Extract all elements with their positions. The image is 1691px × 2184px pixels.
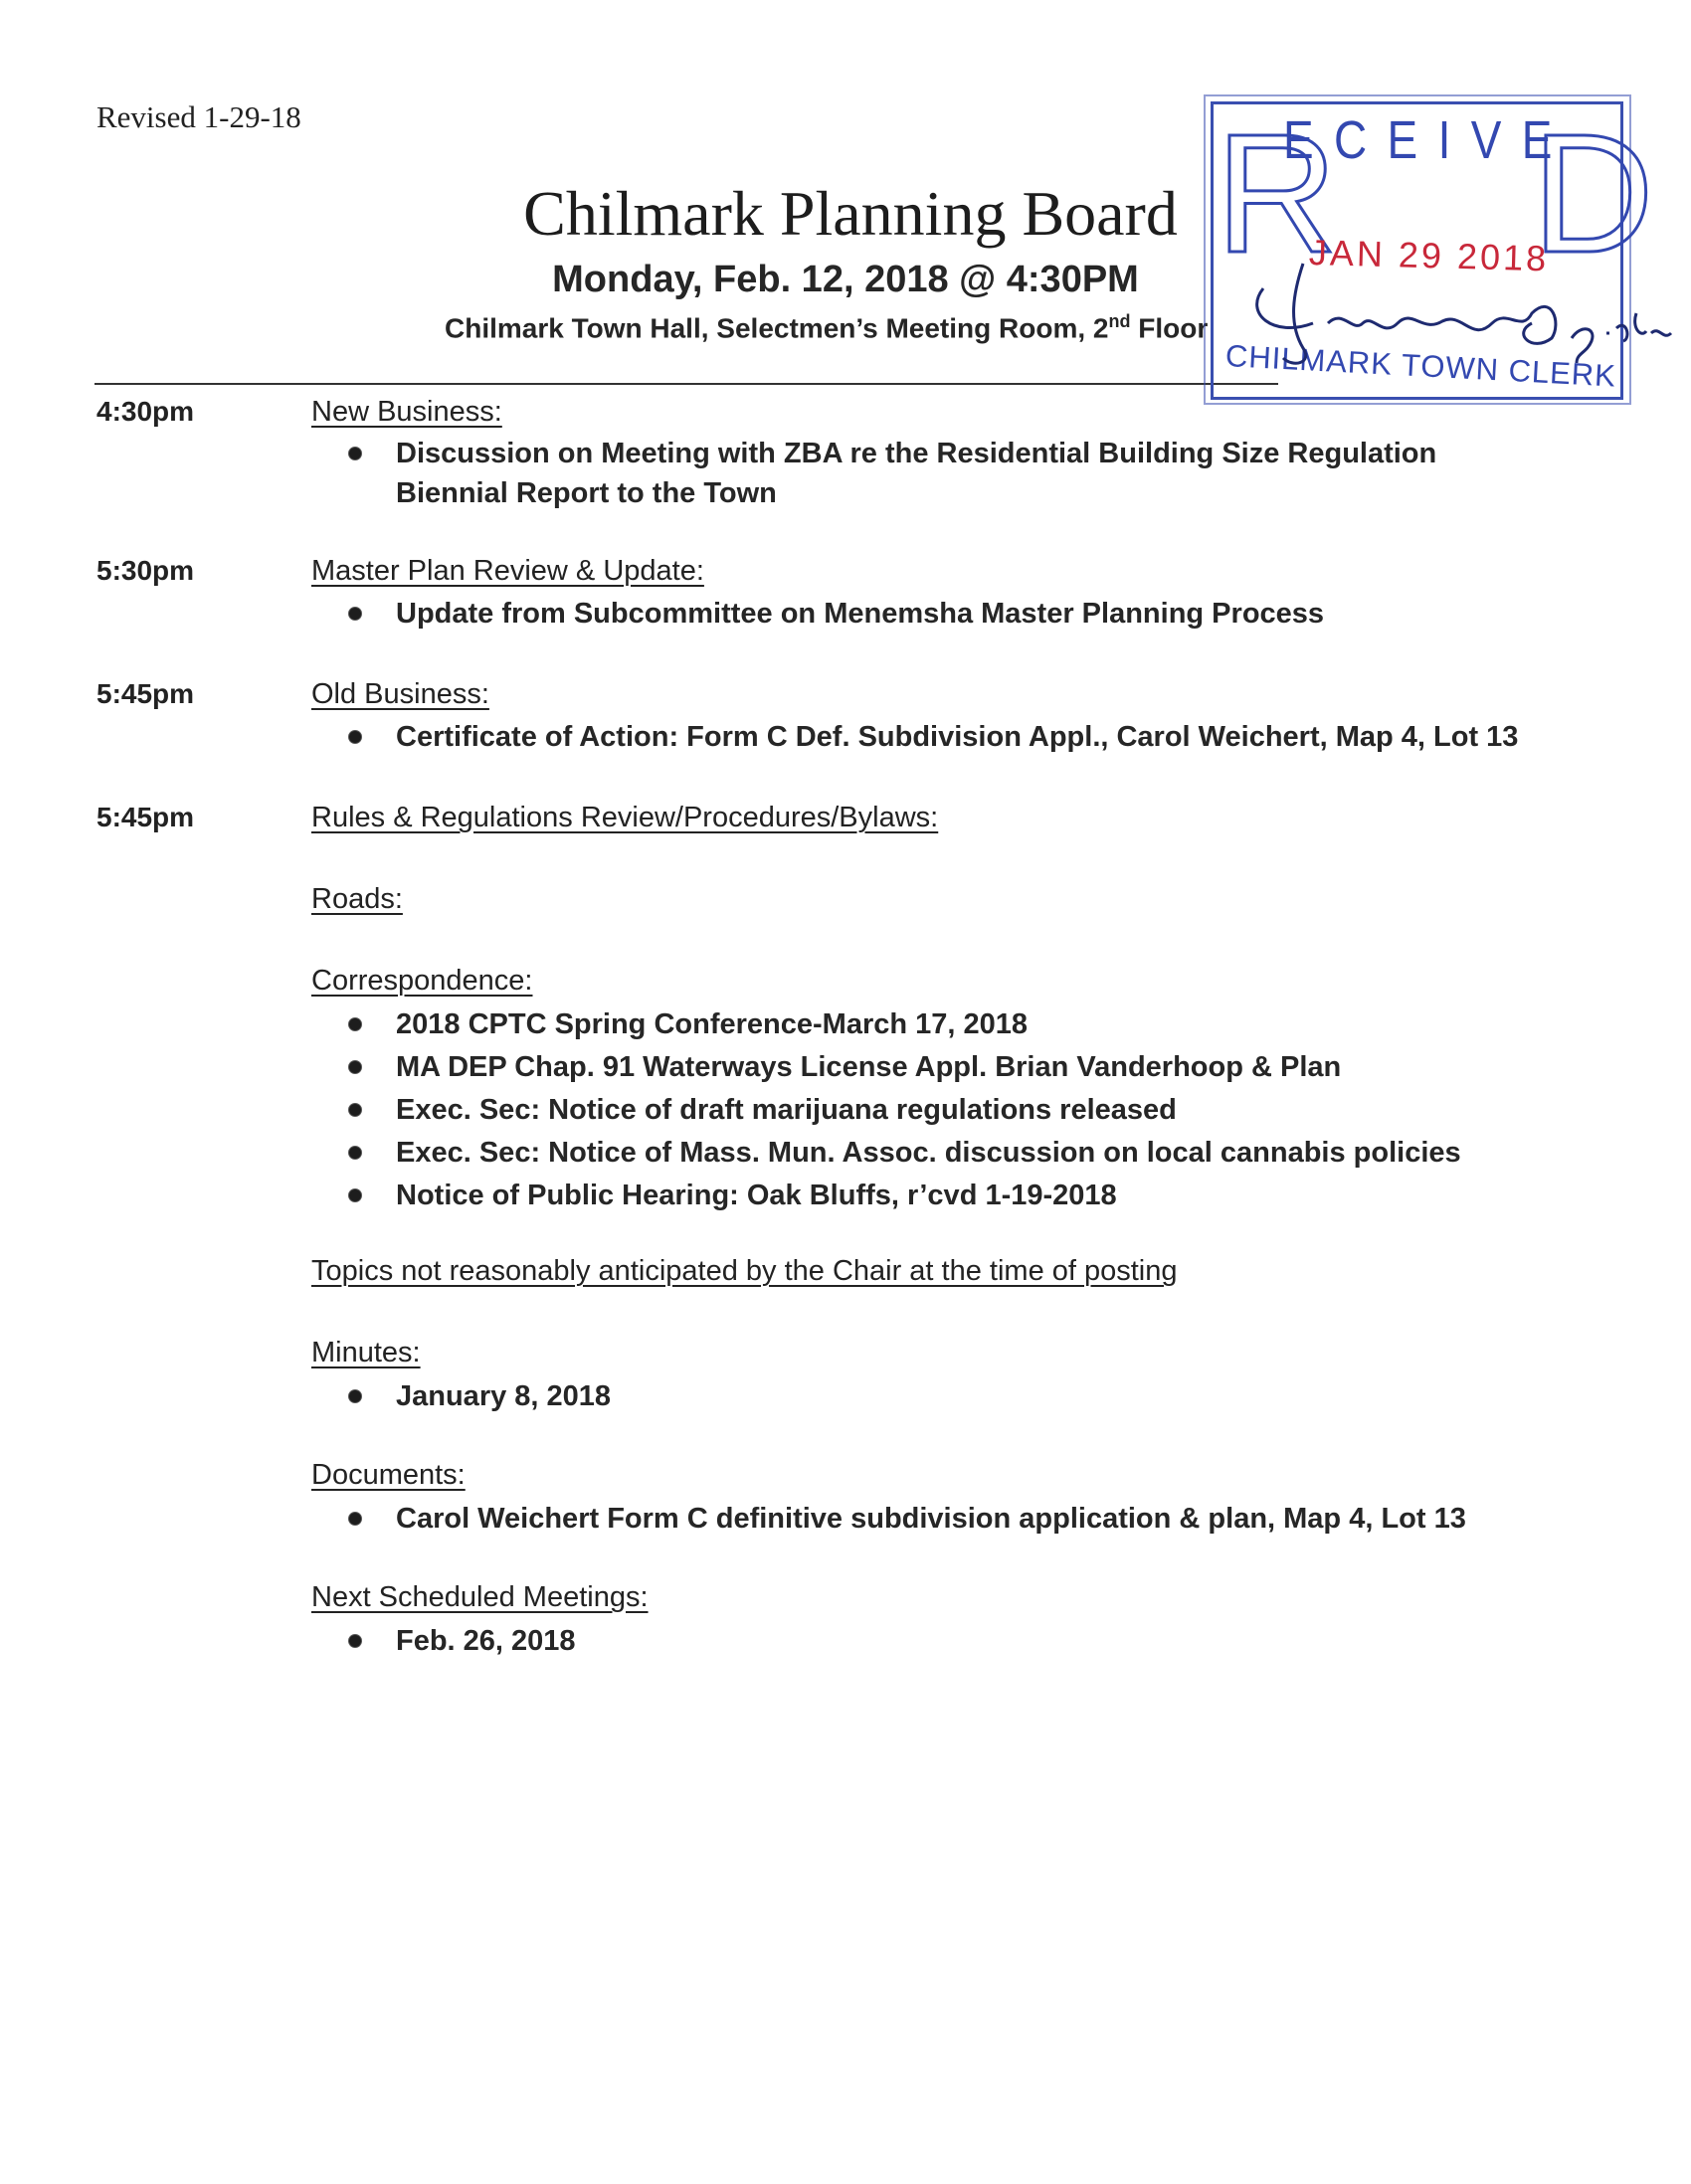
list-item: Exec. Sec: Notice of Mass. Mun. Assoc. discussion on local cannabis policies <box>396 1137 1461 1169</box>
bullet-icon <box>348 1389 362 1403</box>
list-item: Carol Weichert Form C definitive subdivision application & plan, Map 4, Lot 13 <box>396 1503 1466 1535</box>
time-master-plan: 5:30pm <box>96 555 195 586</box>
bullet-icon <box>348 607 362 621</box>
time-rules: 5:45pm <box>96 802 195 832</box>
list-item: MA DEP Chap. 91 Waterways License Appl. Brian Vanderhoop & Plan <box>396 1051 1342 1083</box>
heading-next-meetings: Next Scheduled Meetings: <box>311 1581 649 1613</box>
time-new-business: 4:30pm <box>96 396 195 427</box>
list-item: Notice of Public Hearing: Oak Bluffs, r’cvd 1-19-2018 <box>396 1180 1117 1211</box>
heading-master-plan: Master Plan Review & Update: <box>311 555 704 587</box>
stamp-office: CHILMARK TOWN CLERK <box>1224 338 1617 394</box>
page-title: Chilmark Planning Board <box>523 178 1178 249</box>
heading-new-business: New Business: <box>311 396 502 428</box>
meeting-date: Monday, Feb. 12, 2018 @ 4:30PM <box>552 259 1139 300</box>
heading-topics: Topics not reasonably anticipated by the Chair at the time of posting <box>311 1255 1178 1287</box>
clerk-signature <box>1233 254 1681 383</box>
bullet-icon <box>348 730 362 744</box>
heading-minutes: Minutes: <box>311 1337 421 1368</box>
heading-correspondence: Correspondence: <box>311 965 533 997</box>
heading-roads: Roads: <box>311 883 403 915</box>
bullet-icon <box>348 1188 362 1202</box>
revised-note: Revised 1-29-18 <box>96 99 301 134</box>
list-item: Certificate of Action: Form C Def. Subdivision Appl., Carol Weichert, Map 4, Lot 13 <box>396 721 1519 753</box>
bullet-icon <box>348 1017 362 1031</box>
bullet-icon <box>348 1146 362 1160</box>
list-item: Discussion on Meeting with ZBA re the Residential Building Size Regulation <box>396 438 1437 469</box>
heading-documents: Documents: <box>311 1459 466 1491</box>
stamp-date: JAN 29 2018 <box>1308 232 1550 279</box>
heading-old-business: Old Business: <box>311 678 489 710</box>
heading-rules: Rules & Regulations Review/Procedures/Bylaws: <box>311 802 939 833</box>
list-item: 2018 CPTC Spring Conference-March 17, 2018 <box>396 1008 1029 1040</box>
list-item: January 8, 2018 <box>396 1380 612 1412</box>
bullet-icon <box>348 1060 362 1074</box>
bullet-icon <box>348 1512 362 1526</box>
list-item: Update from Subcommittee on Menemsha Master Planning Process <box>396 598 1325 630</box>
time-old-business: 5:45pm <box>96 678 195 709</box>
list-item: Exec. Sec: Notice of draft marijuana regulations released <box>396 1094 1177 1126</box>
header-divider <box>94 383 1278 385</box>
bullet-icon <box>348 1103 362 1117</box>
stamp-letter-r: R <box>1216 99 1338 288</box>
list-item-continued: Biennial Report to the Town <box>396 477 777 509</box>
bullet-icon <box>348 1634 362 1648</box>
bullet-icon <box>348 447 362 460</box>
list-item: Feb. 26, 2018 <box>396 1625 576 1657</box>
stamp-word: ECEIVE <box>1283 110 1573 170</box>
meeting-location: Chilmark Town Hall, Selectmen’s Meeting Room, 2nd Floor <box>445 311 1209 344</box>
stamp-letter-d: D <box>1532 99 1654 288</box>
